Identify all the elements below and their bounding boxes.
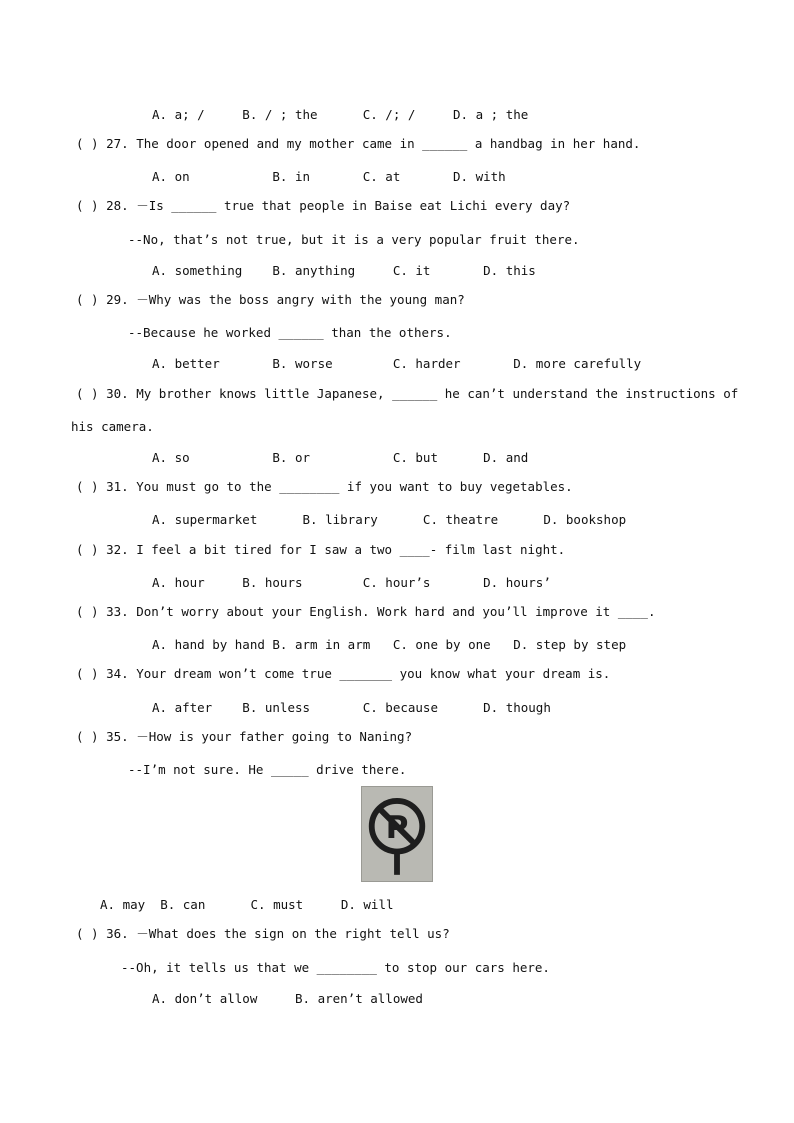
q29-stem: ( ) 29. －Why was the boss angry with the young man? (76, 292, 465, 307)
q32-options: A. hour B. hours C. hour’s D. hours’ (152, 575, 551, 590)
q35-stem: ( ) 35. －How is your father going to Naning? (76, 729, 413, 744)
q30-stem: ( ) 30. My brother knows little Japanese, ______ he can’t understand the instructions of (76, 386, 739, 401)
q34-stem: ( ) 34. Your dream won’t come true _______ you know what your dream is. (76, 666, 611, 681)
q30-stem-continued: his camera. (71, 419, 154, 434)
q28-reply: --No, that’s not true, but it is a very popular fruit there. (128, 232, 580, 247)
q36-options: A. don’t allow B. aren’t allowed (152, 991, 423, 1006)
q27-stem: ( ) 27. The door opened and my mother came in ______ a handbag in her hand. (76, 136, 641, 151)
q29-options: A. better B. worse C. harder D. more carefully (152, 356, 642, 371)
q27-options: A. on B. in C. at D. with (152, 169, 506, 184)
q36-stem: ( ) 36. －What does the sign on the right tell us? (76, 926, 450, 941)
q34-options: A. after B. unless C. because D. though (152, 700, 551, 715)
q26-options: A. a; / B. / ; the C. /; / D. a ; the (152, 107, 529, 122)
q28-options: A. something B. anything C. it D. this (152, 263, 536, 278)
q29-reply: --Because he worked ______ than the others. (128, 325, 452, 340)
no-parking-sign-icon (362, 787, 432, 881)
q31-options: A. supermarket B. library C. theatre D. bookshop (152, 512, 627, 527)
q35-options: A. may B. can C. must D. will (100, 897, 394, 912)
q30-options: A. so B. or C. but D. and (152, 450, 529, 465)
q33-stem: ( ) 33. Don’t worry about your English. Work hard and you’ll improve it ____. (76, 604, 656, 619)
q31-stem: ( ) 31. You must go to the ________ if you want to buy vegetables. (76, 479, 573, 494)
q36-reply: --Oh, it tells us that we ________ to stop our cars here. (121, 960, 550, 975)
no-parking-sign-image (361, 786, 433, 882)
sign-letter: P (385, 809, 409, 846)
q35-reply: --I’m not sure. He _____ drive there. (128, 762, 407, 777)
q33-options: A. hand by hand B. arm in arm C. one by one D. step by step (152, 637, 627, 652)
q28-stem: ( ) 28. －Is ______ true that people in Baise eat Lichi every day? (76, 198, 571, 213)
q32-stem: ( ) 32. I feel a bit tired for I saw a two ____- film last night. (76, 542, 566, 557)
